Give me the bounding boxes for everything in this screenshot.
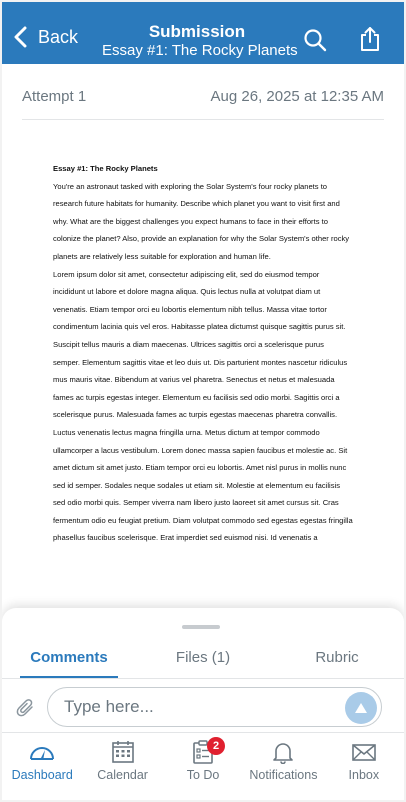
send-arrow-icon bbox=[355, 703, 367, 713]
page-title: Submission bbox=[148, 22, 246, 41]
share-button[interactable] bbox=[359, 26, 381, 57]
document-body: Lorem ipsum dolor sit amet, consectetur adipiscing elit, sed do eiusmod tempor incididunt ut labore et dolore magna aliqua. Quis lectus nulla at volutpat diam ut venenatis. Etiam tempor orci eu lobortis elementum nibh tellus. Massa vitae tortor condimentum lacinia quis vel eros. Habitasse platea dictumst quisque sagittis purus sit. Suscipit tellus mauris a diam maecenas. Ultrices sagittis orci a scelerisque purus semper. Elementum sagittis vitae et leo duis ut. Dis parturient montes nascetur ridiculus mus mauris vitae. Bibendum at varius vel pharetra. Senectus et netus et malesuada fames ac turpis egestas integer. Elementum eu facilisis sed odio morbi. Sagittis orci a scelerisque purus. Malesuada fames ac turpis egestas maecenas pharetra convallis. Luctus venenatis lectus magna fringilla urna. Metus dictum at tempor commodo ullamcorper a lacus vestibulum. Lorem donec massa sapien faucibus et molestie ac. Sit amet dictum sit amet justo. Etiam tempor orci eu lobortis. Amet nisl purus in mollis nunc sed id semper. Sodales neque sodales ut etiam sit. Molestie at elementum eu facilisis sed odio morbi quis. Semper viverra nam libero justo laoreet sit amet cursus sit. Cras fermentum odio eu feugiat pretium. Diam volutpat commodo sed egestas egestas fringilla phasellus faucibus scelerisque. Erat imperdiet sed euismod nisi. Id venenatis a bbox=[53, 269, 353, 543]
tabbar-calendar[interactable] bbox=[82, 733, 162, 800]
sheet-drag-handle[interactable] bbox=[182, 625, 220, 629]
bottom-tab-bar bbox=[2, 732, 404, 800]
sheet-tabs bbox=[2, 644, 404, 676]
attempt-label: Attempt 1 bbox=[22, 88, 87, 105]
comment-input-box bbox=[47, 687, 382, 727]
tabs-divider bbox=[2, 678, 404, 679]
back-label: Back bbox=[38, 26, 79, 47]
app-frame bbox=[2, 2, 404, 800]
tab-rubric[interactable]: Rubric bbox=[315, 649, 359, 666]
bell-icon bbox=[271, 740, 295, 764]
tabbar-label: Calendar bbox=[97, 768, 148, 782]
calendar-icon bbox=[111, 740, 135, 764]
share-icon bbox=[359, 26, 381, 52]
tabbar-label: Inbox bbox=[348, 768, 380, 782]
attempt-row bbox=[22, 88, 384, 105]
tabbar-label: Dashboard bbox=[11, 768, 73, 782]
submission-document bbox=[53, 160, 353, 547]
tabbar-dashboard[interactable] bbox=[2, 733, 82, 800]
chevron-left-icon bbox=[12, 26, 30, 48]
document-prompt: You're an astronaut tasked with exploring the Solar System's four rocky planets to research future habitats for humanity. Describe which planet you want to visit first and why. What are the biggest challenges you expect humans to face in their efforts to colonize the planet? Also, provide an explanation for why the Solar System's other rocky planets are relatively less suitable for exploration and human life. bbox=[53, 181, 350, 261]
nav-header bbox=[2, 2, 404, 64]
document-title: Essay #1: The Rocky Planets bbox=[53, 164, 158, 173]
comment-input[interactable] bbox=[64, 696, 334, 718]
tabbar-label: To Do bbox=[186, 768, 220, 782]
paperclip-icon bbox=[16, 698, 36, 718]
search-icon bbox=[303, 28, 327, 52]
divider bbox=[22, 119, 384, 120]
dashboard-gauge-icon bbox=[28, 740, 56, 764]
tab-comments[interactable]: Comments bbox=[2, 644, 136, 676]
send-button[interactable] bbox=[345, 692, 377, 724]
tab-files[interactable]: Files (1) bbox=[175, 649, 231, 666]
page-subtitle: Essay #1: The Rocky Planets bbox=[102, 42, 298, 59]
tabbar-inbox[interactable] bbox=[324, 733, 404, 800]
attach-button[interactable] bbox=[16, 698, 36, 723]
envelope-icon bbox=[351, 740, 377, 764]
todo-badge: 2 bbox=[207, 737, 225, 755]
attempt-date: Aug 26, 2025 at 12:35 AM bbox=[210, 88, 384, 105]
tabbar-todo[interactable] bbox=[163, 733, 243, 800]
search-button[interactable] bbox=[303, 28, 327, 57]
header-title-block bbox=[102, 22, 298, 60]
tabbar-notifications[interactable] bbox=[243, 733, 323, 800]
tabbar-label: Notifications bbox=[249, 768, 318, 782]
back-button[interactable] bbox=[12, 26, 78, 48]
